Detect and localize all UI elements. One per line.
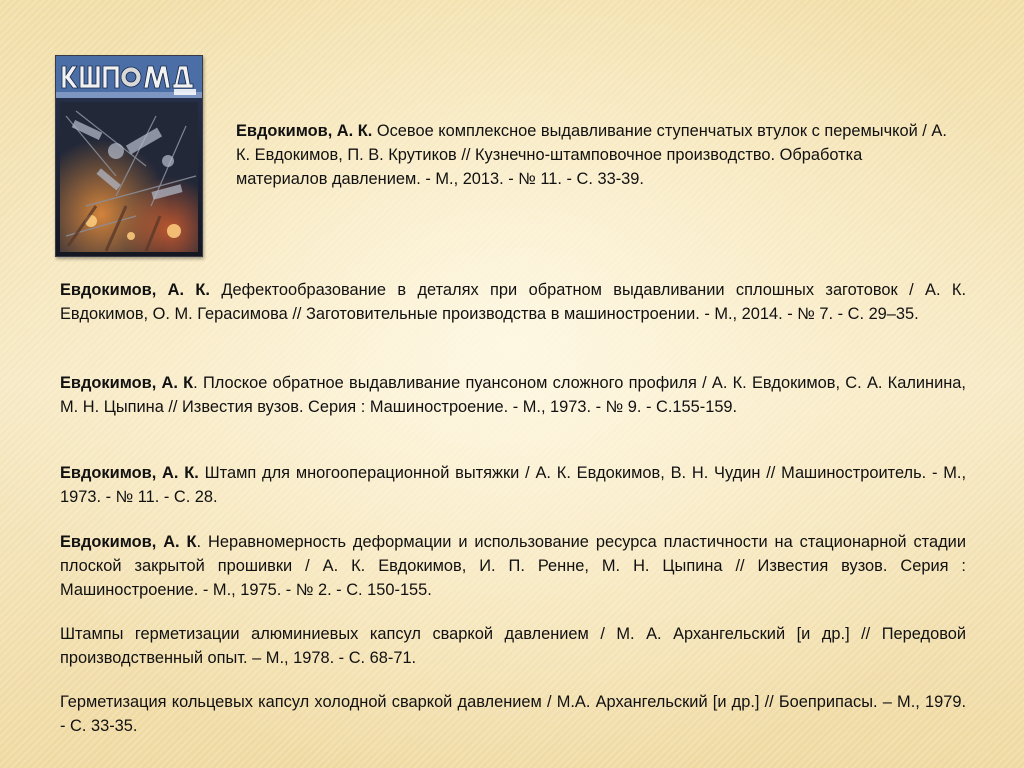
entry-text: . Неравномерность деформации и использование ресурса пластичности на стационарной стадии плоской закрытой прошивки / А. К. Евдокимов, И. П. Ренне, М. Н. Цыпина // Известия вузов. Серия : Машиностроение. - М., 1975. - № 2. - С. 150-155. (60, 533, 966, 599)
entry-author: Евдокимов, А. К. (236, 122, 373, 140)
entry-author: Евдокимов, А. К. (60, 464, 199, 482)
entry-author: Евдокимов, А. К (60, 374, 194, 392)
entry-text: . Плоское обратное выдавливание пуансоном сложного профиля / А. К. Евдокимов, С. А. Калинина, М. Н. Цыпина // Известия вузов. Серия : Машиностроение. - М., 1973. - № 9. - С.155-159. (60, 374, 966, 416)
entry-text: Дефектообразование в деталях при обратном выдавливании сплошных заготовок / А. К. Евдокимов, О. М. Герасимова // Заготовительные производства в машиностроении. - М., 2014. - № 7. - С. 29–35. (60, 281, 966, 323)
bibliography-entry (60, 371, 966, 419)
bibliography-entry (236, 119, 952, 191)
bibliography-entry (60, 622, 966, 670)
bibliography-entry (60, 461, 966, 509)
entry-author: Евдокимов, А. К. (60, 281, 210, 299)
bibliography-entry (60, 278, 966, 326)
bibliography-entry (60, 690, 966, 738)
entry-text: Штампы герметизации алюминиевых капсул сваркой давлением / М. А. Архангельский [и др.] // Передовой производственный опыт. – М., 1978. - С. 68-71. (60, 625, 966, 667)
entry-author: Евдокимов, А. К (60, 533, 197, 551)
entry-text: Штамп для многооперационной вытяжки / А. К. Евдокимов, В. Н. Чудин // Машиностроитель. - М., 1973. - № 11. - С. 28. (60, 464, 966, 506)
journal-cover-image (55, 55, 203, 257)
bibliography-entry (60, 530, 966, 602)
entry-text: Герметизация кольцевых капсул холодной сваркой давлением / М.А. Архангельский [и др.] // Боеприпасы. – М., 1979. - С. 33-35. (60, 693, 966, 735)
entry-text: Осевое комплексное выдавливание ступенчатых втулок с перемычкой / А. К. Евдокимов, П. В. Крутиков // Кузнечно-штамповочное производство. Обработка материалов давлением. - М., 2013. - № 11. - С. 33-39. (236, 122, 947, 188)
